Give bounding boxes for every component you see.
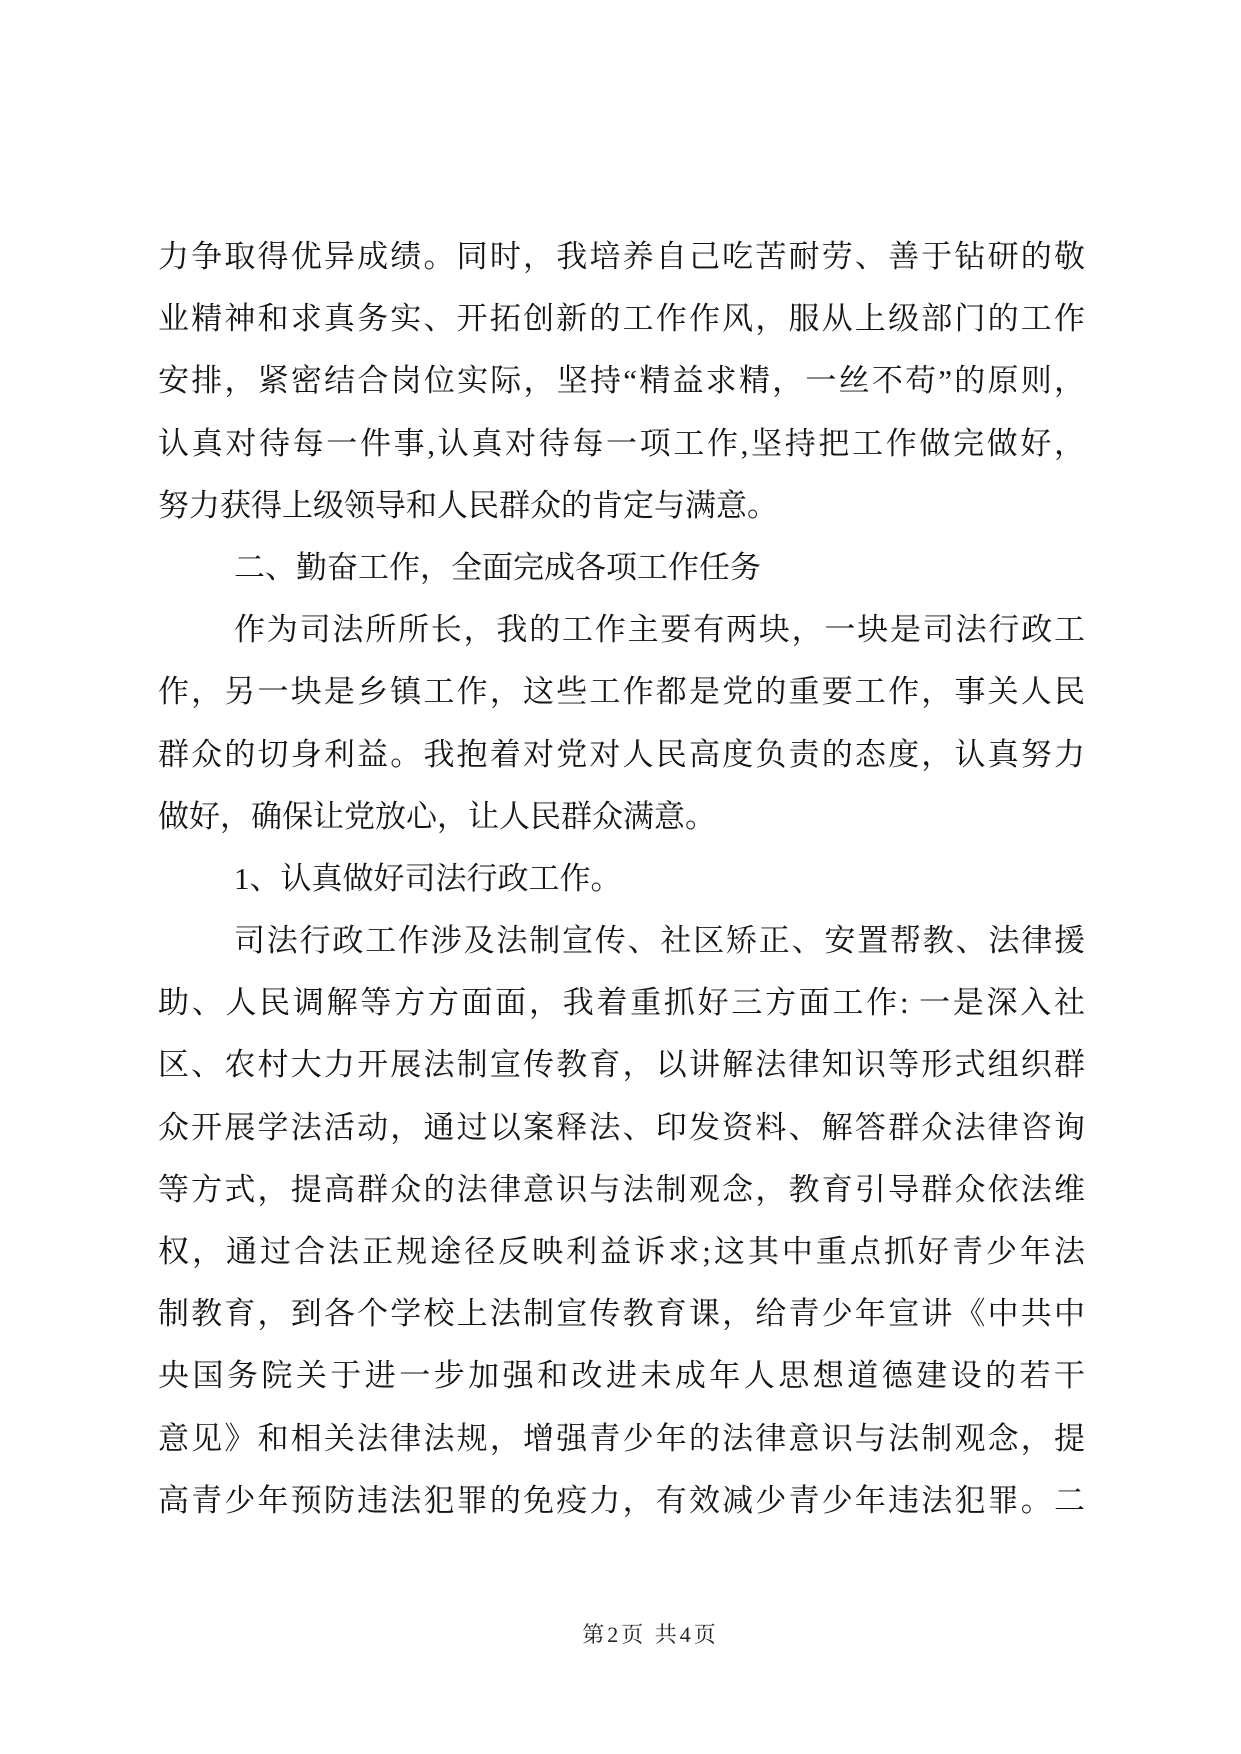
text-line: 认真对待每一件事,认真对待每一项工作,坚持把工作做完做好，: [158, 425, 1085, 461]
text-line: 作为司法所所长，我的工作主要有两块，一块是司法行政工: [234, 612, 1085, 648]
text-line: 力争取得优异成绩。同时，我培养自己吃苦耐劳、善于钻研的敬: [158, 239, 1085, 274]
text-line: 区、农村大力开展法制宣传教育，以讲解法律知识等形式组织群: [158, 1047, 1085, 1083]
text-line: 等方式，提高群众的法律意识与法制观念，教育引导群众依法维: [158, 1171, 1085, 1207]
page-footer: [30, 1621, 1241, 1649]
text-line: 制教育，到各个学校上法制宣传教育课，给青少年宣讲《中共中: [158, 1296, 1085, 1332]
text-line: 意见》和相关法律法规，增强青少年的法律意识与法制观念，提: [158, 1420, 1085, 1456]
text-line: 高青少年预防违法犯罪的免疫力，有效减少青少年违法犯罪。二: [158, 1482, 1085, 1518]
section-heading-line: 二、勤奋工作，全面完成各项工作任务: [234, 549, 761, 585]
text-line: 做好，确保让党放心，让人民群众满意。: [158, 798, 716, 834]
page-number-text: 第2页 共4页: [582, 1622, 719, 1647]
text-line: 助、人民调解等方方面面，我着重抓好三方面工作: 一是深入社: [158, 985, 1085, 1021]
text-line: 努力获得上级领导和人民群众的肯定与满意。: [158, 487, 778, 523]
text-line: 权，通过合法正规途径反映利益诉求;这其中重点抓好青少年法: [158, 1234, 1085, 1269]
text-line: 央国务院关于进一步加强和改进未成年人思想道德建设的若干: [158, 1358, 1085, 1394]
text-line: 安排，紧密结合岗位实际，坚持“精益求精，一丝不苟”的原则，: [158, 363, 1085, 399]
text-line: 业精神和求真务实、开拓创新的工作作风，服从上级部门的工作: [158, 301, 1085, 337]
text-line: 群众的切身利益。我抱着对党对人民高度负责的态度，认真努力: [158, 736, 1085, 772]
text-line: 众开展学法活动，通过以案释法、印发资料、解答群众法律咨询: [158, 1109, 1085, 1145]
document-body: [158, 226, 1085, 1532]
text-line: 司法行政工作涉及法制宣传、社区矫正、安置帮教、法律援: [234, 923, 1085, 959]
text-line: 作，另一块是乡镇工作，这些工作都是党的重要工作，事关人民: [158, 674, 1085, 710]
subsection-heading-line: 1、认真做好司法行政工作。: [234, 860, 622, 896]
